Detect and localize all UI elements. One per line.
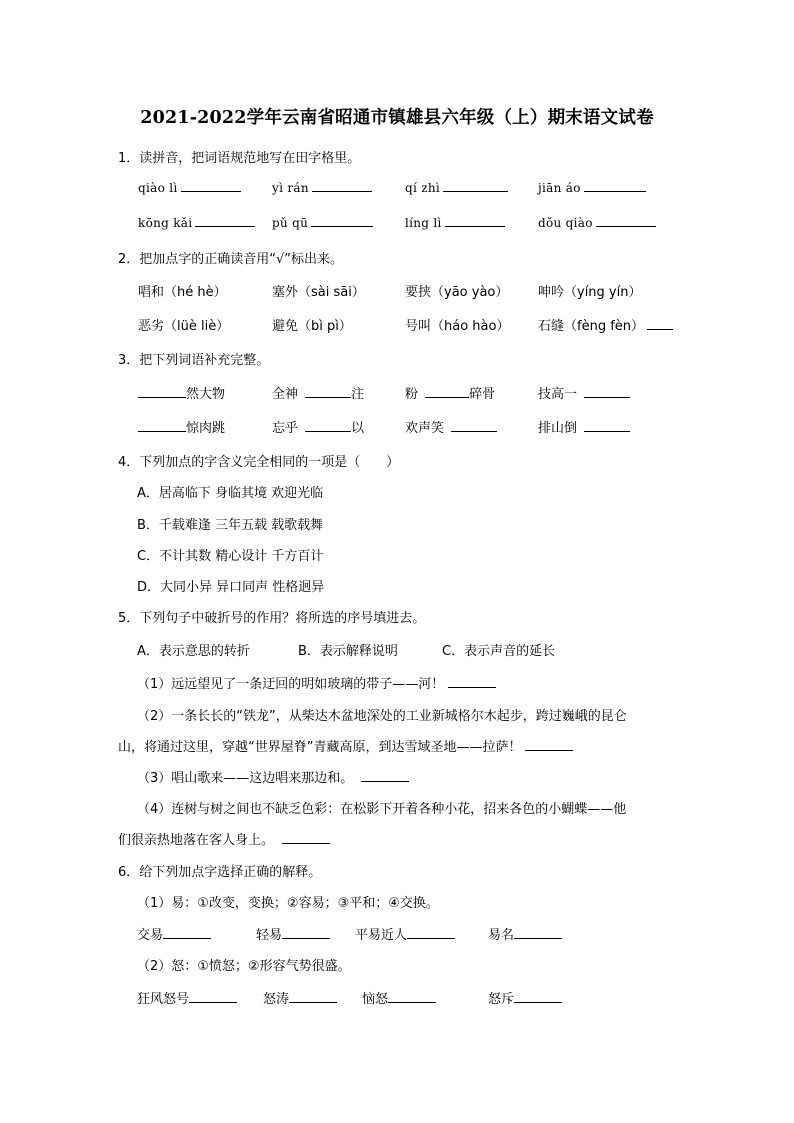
answer-blank[interactable] (305, 385, 351, 398)
q3-item: 排山倒 (538, 417, 630, 436)
answer-blank[interactable] (451, 419, 497, 432)
answer-blank[interactable] (445, 214, 505, 227)
q6-stem: 6．给下列加点字选择正确的解释。 (118, 865, 322, 880)
answer-blank[interactable] (584, 385, 630, 398)
q3-item: 技高一 (538, 383, 630, 402)
q6-word: 易名 (488, 924, 562, 943)
answer-blank[interactable] (443, 179, 508, 192)
q2-item: 唱和（hé hè） (138, 285, 227, 300)
q1-item: yì rán (272, 179, 372, 195)
q4-stem: 4．下列加点的字含义完全相同的一项是（ ） (118, 455, 400, 470)
q3-item: 全神 注 (272, 387, 365, 402)
q2-row-1 (0, 281, 794, 301)
q6-word: 怒涛 (263, 988, 337, 1007)
answer-blank[interactable] (189, 990, 237, 1003)
q1-row-2 (0, 214, 794, 234)
q2-item: 恶劣（lüè liè） (138, 319, 230, 334)
answer-blank[interactable] (361, 769, 409, 782)
q1-item: jiān áo (538, 179, 646, 195)
q3-item: 然大物 (138, 383, 225, 402)
q5-sentence-4-cont: 们很亲热地落在客人身上。 (118, 829, 330, 848)
q2-row-2 (0, 315, 794, 335)
q4-option-c[interactable]: C．不计其数 精心设计 千方百计 (137, 549, 324, 564)
q3-row-1 (0, 383, 794, 403)
q2-item: 号叫（háo hào） (405, 319, 510, 334)
answer-blank[interactable] (305, 419, 351, 432)
q1-stem: 1．读拼音，把词语规范地写在田字格里。 (118, 151, 361, 166)
q4-option-b[interactable]: B．千载难逢 三年五载 载歌载舞 (137, 518, 324, 533)
answer-blank[interactable] (407, 926, 455, 939)
page-title: 2021-2022学年云南省昭通市镇雄县六年级（上）期末语文试卷 (140, 108, 654, 128)
q3-item: 粉 碎骨 (405, 387, 496, 402)
answer-blank[interactable] (584, 179, 646, 192)
q5-sentence-3: （3）唱山歌来——这边唱来那边和。 (137, 767, 409, 786)
answer-blank[interactable] (195, 214, 255, 227)
q3-item: 欢声笑 (405, 417, 497, 436)
answer-blank[interactable] (584, 419, 630, 432)
answer-blank[interactable] (388, 990, 436, 1003)
q6-word: 平易近人 (355, 924, 455, 943)
q6-word: 轻易 (256, 924, 330, 943)
answer-blank[interactable] (514, 926, 562, 939)
q2-item: 石缝（fèng fèn） (538, 315, 673, 334)
q5-sentence-2-cont: 山，将通过这里，穿越“世界屋脊”青藏高原，到达雪域圣地——拉萨！ (118, 736, 573, 755)
q6-word: 恼怒 (362, 988, 436, 1007)
q3-item: 忘乎 以 (272, 421, 365, 436)
q1-row-1 (0, 179, 794, 199)
q5-choices (0, 640, 794, 660)
q1-item: qiào lì (138, 179, 241, 195)
q4-option-d[interactable]: D．大同小异 异口同声 性格迥异 (137, 580, 325, 595)
q2-item: 要挟（yāo yào） (405, 285, 509, 300)
q4-option-a[interactable]: A．居高临下 身临其境 欢迎光临 (137, 486, 324, 501)
answer-blank[interactable] (425, 385, 469, 398)
answer-blank[interactable] (282, 926, 330, 939)
answer-blank[interactable] (289, 990, 337, 1003)
answer-blank[interactable] (163, 926, 211, 939)
q5-sentence-2: （2）一条长长的“铁龙”，从柴达木盆地深处的工业新城格尔木起步，跨过巍峨的昆仑 (137, 709, 627, 724)
q5-choice-c: C．表示声音的延长 (442, 644, 556, 659)
q5-sentence-1: （1）远远望见了一条迂回的明如玻璃的带子——河！ (137, 673, 496, 692)
q2-item: 呻吟（yíng yín） (538, 285, 642, 300)
q5-sentence-4: （4）连树与树之间也不缺乏色彩：在松影下开着各种小花，招来各色的小蝴蝶——他 (137, 802, 627, 817)
q5-choice-b: B．表示解释说明 (298, 644, 398, 659)
answer-blank[interactable] (311, 214, 373, 227)
q6-word: 怒斥 (488, 988, 562, 1007)
q2-item: 塞外（sài sāi） (272, 285, 365, 300)
q1-item: kōng kǎi (138, 214, 255, 230)
q2-item: 避免（bì pì） (272, 319, 352, 334)
q1-item: dǒu qiào (538, 214, 656, 230)
q2-stem: 2．把加点字的正确读音用“√”标出来。 (118, 252, 344, 267)
answer-blank[interactable] (181, 179, 241, 192)
answer-blank[interactable] (596, 214, 656, 227)
q3-row-2 (0, 417, 794, 437)
answer-blank[interactable] (138, 385, 186, 398)
q1-item: pǔ qū (272, 214, 373, 230)
q6-part-2: （2）怒：①愤怒；②形容气势很盛。 (137, 959, 351, 974)
q6-part-1: （1）易：①改变，变换；②容易；③平和；④交换。 (137, 896, 439, 911)
q6-part-2-words (0, 988, 794, 1008)
q6-word: 狂风怒号 (137, 988, 237, 1007)
q1-item: líng lì (405, 214, 505, 230)
answer-blank[interactable] (647, 317, 673, 330)
q3-stem: 3．把下列词语补充完整。 (118, 353, 270, 368)
q1-item: qí zhì (405, 179, 508, 195)
answer-blank[interactable] (525, 738, 573, 751)
q6-part-1-words (0, 924, 794, 944)
q3-item: 惊肉跳 (138, 417, 225, 436)
q5-choice-a: A．表示意思的转折 (137, 644, 250, 659)
answer-blank[interactable] (282, 831, 330, 844)
q6-word: 交易 (137, 924, 211, 943)
answer-blank[interactable] (514, 990, 562, 1003)
q5-stem: 5．下列句子中破折号的作用？将所选的序号填进去。 (118, 611, 426, 626)
answer-blank[interactable] (138, 419, 186, 432)
answer-blank[interactable] (312, 179, 372, 192)
answer-blank[interactable] (448, 675, 496, 688)
